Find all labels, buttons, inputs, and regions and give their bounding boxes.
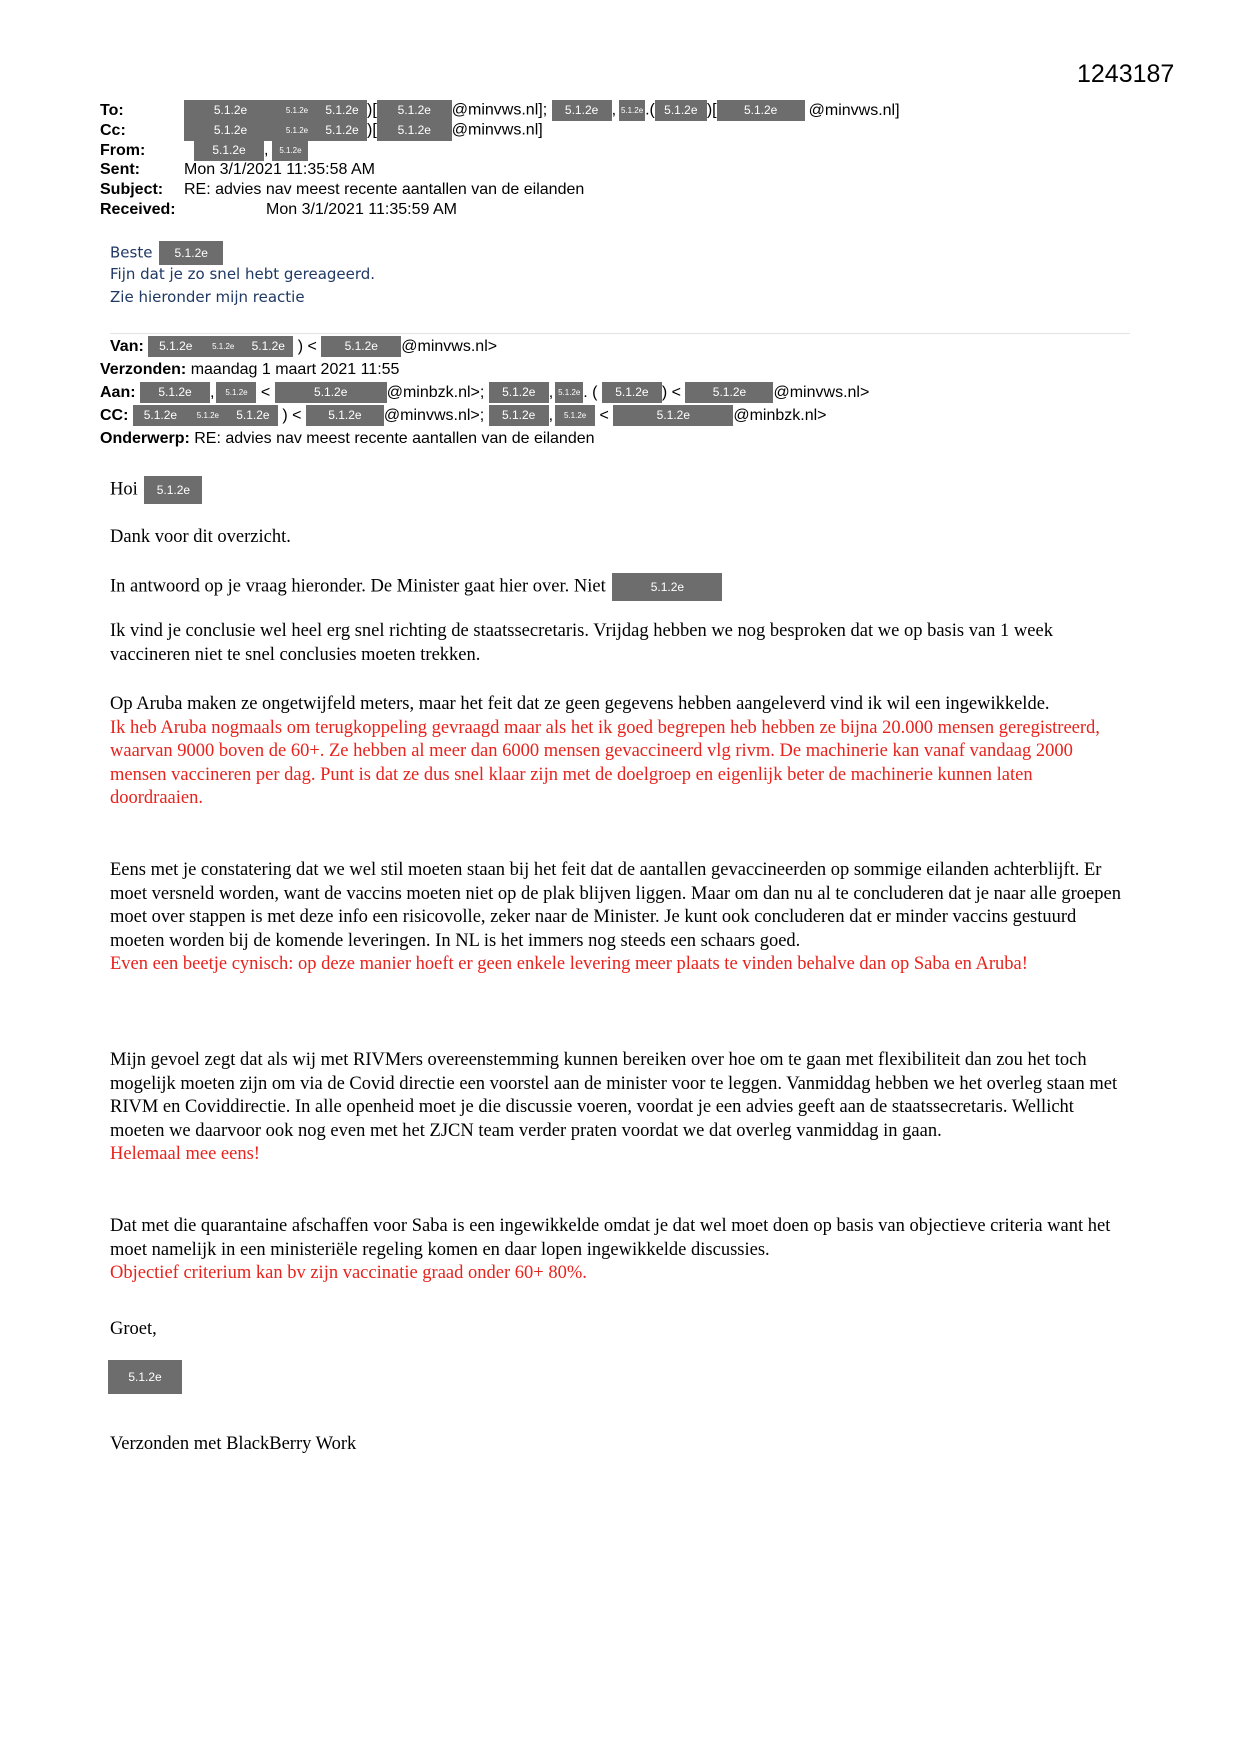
verzonden-value: maandag 1 maart 2021 11:55 <box>190 361 400 378</box>
cc-label: Cc: <box>100 121 126 139</box>
body-groet: Groet, <box>110 1319 157 1339</box>
header-to-row: To: 5.1.2e 5.1.2e 5.1.2e )[ 5.1.2e @minvws.nl]; 5.1.2e , 5.1.2e .( 5.1.2e )[ 5.1.2e @minvws.nl] <box>100 100 900 121</box>
body-p4 <box>110 693 1130 811</box>
header-from-row: From: 5.1.2e , 5.1.2e <box>100 140 308 161</box>
redaction-block: 5.1.2e <box>148 336 203 357</box>
redaction-block: 5.1.2e <box>685 382 773 403</box>
redaction-block: 5.1.2e <box>612 573 722 601</box>
inner-van-row: Van: 5.1.2e 5.1.2e 5.1.2e ) < 5.1.2e @minvws.nl> <box>110 336 497 358</box>
body-p2 <box>110 573 722 601</box>
redaction-block: 5.1.2e <box>277 120 317 141</box>
p2-text: In antwoord op je vraag hieronder. De Minister gaat hier over. Niet <box>110 576 606 597</box>
to-label: To: <box>100 101 124 119</box>
onderwerp-label: Onderwerp: <box>100 430 190 447</box>
redaction-block: 5.1.2e <box>377 100 452 121</box>
redaction-block: 5.1.2e <box>602 382 662 403</box>
cc-domain-1: @minvws.nl>; <box>383 407 485 424</box>
received-value: Mon 3/1/2021 11:35:59 AM <box>266 201 457 218</box>
p5-red-reply: Even een beetje cynisch: op deze manier hoeft er geen enkele levering meer plaats te vinden behalve dan op Saba en Aruba! <box>110 954 1028 974</box>
p7-red-reply: Objectief criterium kan bv zijn vaccinatie graad onder 60+ 80%. <box>110 1263 587 1283</box>
redaction-block: 5.1.2e <box>619 100 645 121</box>
redaction-block: 5.1.2e <box>655 100 707 121</box>
redaction-block: 5.1.2e <box>277 100 317 121</box>
redaction-block: 5.1.2e <box>306 405 384 426</box>
aan-label: Aan: <box>100 384 136 401</box>
body-p6 <box>110 1049 1130 1167</box>
redaction-block: 5.1.2e <box>489 405 549 426</box>
inner-aan-row: Aan: 5.1.2e , 5.1.2e < 5.1.2e @minbzk.nl>; 5.1.2e , 5.1.2e . ( 5.1.2e ) < 5.1.2e @minvws.nl> <box>100 382 869 404</box>
redaction-block: 5.1.2e <box>377 120 452 141</box>
redaction-block: 5.1.2e <box>184 100 277 121</box>
redaction-block: 5.1.2e <box>272 140 308 161</box>
body-p1: Dank voor dit overzicht. <box>110 527 291 547</box>
inner-verzonden-row <box>100 359 399 381</box>
to-domain-2: @minvws.nl] <box>808 101 900 119</box>
received-label: Received: <box>100 201 176 218</box>
redaction-block: 5.1.2e <box>555 382 583 403</box>
redaction-block: 5.1.2e <box>144 476 202 504</box>
reply-line-1: Fijn dat je zo snel hebt gereageerd. <box>110 265 376 283</box>
body-p7 <box>110 1215 1130 1286</box>
redaction-block: 5.1.2e <box>243 336 293 357</box>
redaction-block: 5.1.2e <box>613 405 733 426</box>
p4-red-reply: Ik heb Aruba nogmaals om terugkoppeling gevraagd maar als het ik goed begrepen heb hebben ze bijna 20.000 mensen geregistreerd, waarvan 9000 boven de 60+. Ze hebben al meer dan 6000 mensen gevaccineerd vlg rivm. De machinerie kan vanaf vandaag 2000 mensen vaccineren per dag. Punt is dat ze dus snel klaar zijn met de doelgroep en eigenlijk beter de machinerie kunnen laten doordraaien. <box>110 717 1100 808</box>
reply-line-2: Zie hieronder mijn reactie <box>110 288 305 306</box>
van-label: Van: <box>110 338 144 355</box>
aan-domain-2: @minvws.nl> <box>773 384 870 401</box>
hoi-text: Hoi <box>110 479 138 500</box>
redaction-block: 5.1.2e <box>228 405 278 426</box>
van-domain: @minvws.nl> <box>401 338 498 355</box>
aan-domain-1: @minbzk.nl>; <box>386 384 485 401</box>
redaction-block: 5.1.2e <box>203 336 243 357</box>
p6-text: Mijn gevoel zegt dat als wij met RIVMers overeenstemming kunnen bereiken over hoe om te gaan met flexibiliteit dan zou het toch mogelijk moeten zijn om via de Covid directie een voorstel aan de minister voor te leggen. Vanmiddag hebben we het overleg staan met RIVM en Coviddirectie. In alle openheid moet je die discussie voeren, voordat je een advies geeft aan de staatssecretaris. Wellicht moeten we daarvoor ook nog even met het ZJCN team verder praten voordat we dat overleg vanmiddag in gaan. <box>110 1050 1118 1141</box>
redaction-block: 5.1.2e <box>140 382 210 403</box>
header-sent-row <box>100 160 375 180</box>
inner-onderwerp-row <box>100 428 595 450</box>
redaction-block: 5.1.2e <box>133 405 188 426</box>
body-p3: Ik vind je conclusie wel heel erg snel richting de staatssecretaris. Vrijdag hebben we nog besproken dat we op basis van 1 week vaccineren niet te snel conclusies moeten trekken. <box>110 621 1053 665</box>
p4-text: Op Aruba maken ze ongetwijfeld meters, maar het feit dat ze geen gegevens hebben aangeleverd vind ik wil een ingewikkelde. <box>110 694 1050 714</box>
header-received-row <box>100 200 457 220</box>
body-footer: Verzonden met BlackBerry Work <box>110 1434 357 1454</box>
redaction-block: 5.1.2e <box>317 100 367 121</box>
redaction-block: 5.1.2e <box>184 120 277 141</box>
subject-value: RE: advies nav meest recente aantallen van de eilanden <box>184 181 585 198</box>
verzonden-label: Verzonden: <box>100 361 187 378</box>
reply-greeting-text: Beste <box>110 243 153 262</box>
sent-label: Sent: <box>100 161 140 178</box>
cc-domain: @minvws.nl] <box>451 121 543 139</box>
redaction-block: 5.1.2e <box>275 382 387 403</box>
document-id: 1243187 <box>1077 60 1175 88</box>
redaction-block: 5.1.2e <box>194 140 264 161</box>
redaction-block: 5.1.2e <box>717 100 805 121</box>
from-label: From: <box>100 141 146 159</box>
signature-redaction <box>108 1360 182 1394</box>
p6-red-reply: Helemaal mee eens! <box>110 1144 260 1164</box>
inner-cc-row: CC: 5.1.2e 5.1.2e 5.1.2e ) < 5.1.2e @minvws.nl>; 5.1.2e , 5.1.2e < 5.1.2e @minbzk.nl> <box>100 405 827 427</box>
header-cc-row: Cc: 5.1.2e 5.1.2e 5.1.2e )[ 5.1.2e @minvws.nl] <box>100 120 543 141</box>
header-subject-row <box>100 180 584 200</box>
redaction-block: 5.1.2e <box>159 241 223 265</box>
sent-value: Mon 3/1/2021 11:35:58 AM <box>184 161 375 178</box>
cc-inner-label: CC: <box>100 407 129 424</box>
p5-text: Eens met je constatering dat we wel stil moeten staan bij het feit dat de aantallen gevaccineerden op sommige eilanden achterblijft. Er moet versneld worden, want de vaccins moeten niet op de plak blijven liggen. Maar om dan nu al te concluderen dat je naar alle groepen moet over stappen is met deze info een risicovolle, zeker naar de Minister. Je kunt ook concluderen dat er minder vaccins gestuurd moeten worden bij de komende leveringen. In NL is het immers nog steeds een schaars goed. <box>110 860 1121 951</box>
p7-text: Dat met die quarantaine afschaffen voor Saba is een ingewikkelde omdat je dat wel moet doen op basis van objectieve criteria want het moet namelijk in een ministeriële regeling komen en daar lopen ingewikkelde discussies. <box>110 1216 1111 1260</box>
to-domain: @minvws.nl]; <box>451 101 548 119</box>
redaction-block: 5.1.2e <box>321 336 401 357</box>
divider <box>110 333 1130 334</box>
subject-label: Subject: <box>100 181 164 198</box>
redaction-block: 5.1.2e <box>552 100 612 121</box>
redaction-block: 5.1.2e <box>108 1360 182 1394</box>
reply-greeting <box>110 241 223 265</box>
redaction-block: 5.1.2e <box>555 405 595 426</box>
body-hoi <box>110 476 202 504</box>
onderwerp-value: RE: advies nav meest recente aantallen van de eilanden <box>194 430 595 447</box>
redaction-block: 5.1.2e <box>188 405 228 426</box>
redaction-block: 5.1.2e <box>216 382 256 403</box>
cc-domain-2: @minbzk.nl> <box>733 407 827 424</box>
redaction-block: 5.1.2e <box>317 120 367 141</box>
body-p5 <box>110 859 1130 977</box>
redaction-block: 5.1.2e <box>489 382 549 403</box>
